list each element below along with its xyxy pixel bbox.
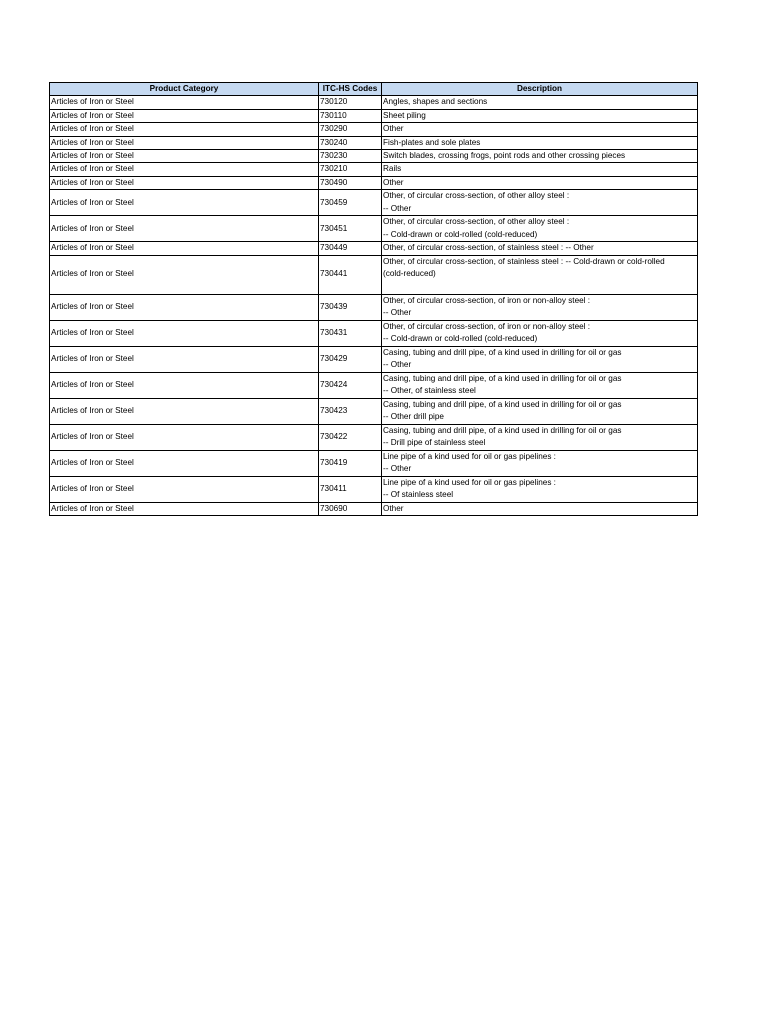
header-row bbox=[50, 83, 698, 96]
cell-description[interactable] bbox=[382, 255, 698, 294]
cell-code[interactable]: 730431 bbox=[319, 320, 382, 346]
hs-code-table bbox=[49, 82, 698, 516]
cell-category[interactable]: Articles of Iron or Steel bbox=[50, 163, 319, 176]
cell-category[interactable]: Articles of Iron or Steel bbox=[50, 109, 319, 122]
cell-code[interactable]: 730690 bbox=[319, 502, 382, 515]
cell-description[interactable] bbox=[382, 216, 698, 242]
cell-code[interactable]: 730230 bbox=[319, 150, 382, 163]
cell-description[interactable] bbox=[382, 398, 698, 424]
table-row bbox=[50, 346, 698, 372]
cell-description[interactable] bbox=[382, 136, 698, 149]
cell-code[interactable]: 730120 bbox=[319, 96, 382, 109]
cell-description[interactable] bbox=[382, 294, 698, 320]
cell-description[interactable] bbox=[382, 424, 698, 450]
cell-code[interactable]: 730459 bbox=[319, 190, 382, 216]
cell-code[interactable]: 730422 bbox=[319, 424, 382, 450]
table-row bbox=[50, 476, 698, 502]
cell-description[interactable] bbox=[382, 109, 698, 122]
description-line: Line pipe of a kind used for oil or gas pipelines : bbox=[383, 451, 556, 461]
description-line: Switch blades, crossing frogs, point rods and other crossing pieces bbox=[383, 151, 626, 161]
description-line: Other bbox=[383, 503, 404, 513]
cell-code[interactable]: 730441 bbox=[319, 255, 382, 294]
description-line: Casing, tubing and drill pipe, of a kind used in drilling for oil or gas bbox=[383, 373, 622, 383]
cell-code[interactable]: 730290 bbox=[319, 123, 382, 136]
cell-description[interactable] bbox=[382, 320, 698, 346]
description-line: Other, of circular cross-section, of other alloy steel : bbox=[383, 191, 570, 201]
description-line: Other bbox=[383, 177, 404, 187]
table-row bbox=[50, 242, 698, 255]
cell-category[interactable]: Articles of Iron or Steel bbox=[50, 476, 319, 502]
cell-description[interactable] bbox=[382, 450, 698, 476]
cell-category[interactable]: Articles of Iron or Steel bbox=[50, 216, 319, 242]
cell-code[interactable]: 730419 bbox=[319, 450, 382, 476]
description-line: Rails bbox=[383, 164, 402, 174]
description-subline: -- Other bbox=[383, 308, 412, 318]
description-subline: -- Other drill pipe bbox=[383, 412, 444, 422]
spreadsheet-page bbox=[49, 82, 697, 516]
description-subline: -- Other, of stainless steel bbox=[383, 386, 476, 396]
cell-code[interactable]: 730411 bbox=[319, 476, 382, 502]
description-line: Other, of circular cross-section, of stainless steel : -- Cold-drawn or cold-rolled bbox=[383, 256, 665, 266]
table-row bbox=[50, 216, 698, 242]
table-row bbox=[50, 502, 698, 515]
header-itc-hs-codes[interactable]: ITC-HS Codes bbox=[319, 83, 382, 96]
description-line: Angles, shapes and sections bbox=[383, 97, 488, 107]
cell-category[interactable]: Articles of Iron or Steel bbox=[50, 424, 319, 450]
cell-category[interactable]: Articles of Iron or Steel bbox=[50, 190, 319, 216]
description-subline: -- Other bbox=[383, 464, 412, 474]
cell-category[interactable]: Articles of Iron or Steel bbox=[50, 176, 319, 189]
table-row bbox=[50, 163, 698, 176]
cell-category[interactable]: Articles of Iron or Steel bbox=[50, 398, 319, 424]
cell-code[interactable]: 730449 bbox=[319, 242, 382, 255]
table-row bbox=[50, 294, 698, 320]
table-row bbox=[50, 255, 698, 294]
cell-code[interactable]: 730240 bbox=[319, 136, 382, 149]
description-line: Line pipe of a kind used for oil or gas pipelines : bbox=[383, 477, 556, 487]
table-row bbox=[50, 136, 698, 149]
table-row bbox=[50, 424, 698, 450]
table-row bbox=[50, 96, 698, 109]
description-subline: -- Other bbox=[383, 360, 412, 370]
cell-category[interactable]: Articles of Iron or Steel bbox=[50, 346, 319, 372]
cell-code[interactable]: 730429 bbox=[319, 346, 382, 372]
cell-code[interactable]: 730424 bbox=[319, 372, 382, 398]
description-line: Other, of circular cross-section, of iron or non-alloy steel : bbox=[383, 321, 591, 331]
cell-description[interactable] bbox=[382, 502, 698, 515]
table-row bbox=[50, 109, 698, 122]
cell-code[interactable]: 730439 bbox=[319, 294, 382, 320]
cell-category[interactable]: Articles of Iron or Steel bbox=[50, 502, 319, 515]
cell-category[interactable]: Articles of Iron or Steel bbox=[50, 242, 319, 255]
description-line: Casing, tubing and drill pipe, of a kind used in drilling for oil or gas bbox=[383, 399, 622, 409]
description-line: Other, of circular cross-section, of other alloy steel : bbox=[383, 217, 570, 227]
description-subline: -- Cold-drawn or cold-rolled (cold-reduced) bbox=[383, 229, 538, 239]
cell-category[interactable]: Articles of Iron or Steel bbox=[50, 255, 319, 294]
cell-description[interactable] bbox=[382, 242, 698, 255]
description-subline: -- Other bbox=[383, 203, 412, 213]
cell-category[interactable]: Articles of Iron or Steel bbox=[50, 136, 319, 149]
description-line: Other, of circular cross-section, of iron or non-alloy steel : bbox=[383, 295, 591, 305]
cell-description[interactable] bbox=[382, 123, 698, 136]
description-subline: -- Of stainless steel bbox=[383, 490, 454, 500]
cell-category[interactable]: Articles of Iron or Steel bbox=[50, 96, 319, 109]
cell-description[interactable] bbox=[382, 190, 698, 216]
cell-category[interactable]: Articles of Iron or Steel bbox=[50, 150, 319, 163]
cell-code[interactable]: 730210 bbox=[319, 163, 382, 176]
description-line: Other bbox=[383, 124, 404, 134]
table-row bbox=[50, 123, 698, 136]
table-row bbox=[50, 320, 698, 346]
description-line: Casing, tubing and drill pipe, of a kind used in drilling for oil or gas bbox=[383, 425, 622, 435]
description-subline: -- Drill pipe of stainless steel bbox=[383, 438, 486, 448]
description-line: Fish-plates and sole plates bbox=[383, 137, 481, 147]
cell-description[interactable] bbox=[382, 476, 698, 502]
cell-description[interactable] bbox=[382, 150, 698, 163]
cell-code[interactable]: 730451 bbox=[319, 216, 382, 242]
cell-description[interactable] bbox=[382, 346, 698, 372]
cell-code[interactable]: 730490 bbox=[319, 176, 382, 189]
cell-category[interactable]: Articles of Iron or Steel bbox=[50, 450, 319, 476]
description-subline: (cold-reduced) bbox=[383, 269, 436, 279]
description-line: Casing, tubing and drill pipe, of a kind used in drilling for oil or gas bbox=[383, 347, 622, 357]
table-row bbox=[50, 398, 698, 424]
cell-code[interactable]: 730423 bbox=[319, 398, 382, 424]
cell-code[interactable]: 730110 bbox=[319, 109, 382, 122]
table-row bbox=[50, 450, 698, 476]
cell-category[interactable]: Articles of Iron or Steel bbox=[50, 294, 319, 320]
cell-description[interactable] bbox=[382, 372, 698, 398]
cell-description[interactable] bbox=[382, 163, 698, 176]
cell-category[interactable]: Articles of Iron or Steel bbox=[50, 123, 319, 136]
description-line: Sheet piling bbox=[383, 110, 426, 120]
table-row bbox=[50, 372, 698, 398]
cell-description[interactable] bbox=[382, 96, 698, 109]
description-line: Other, of circular cross-section, of stainless steel : -- Other bbox=[383, 243, 594, 253]
description-subline: -- Cold-drawn or cold-rolled (cold-reduced) bbox=[383, 334, 538, 344]
cell-category[interactable]: Articles of Iron or Steel bbox=[50, 320, 319, 346]
table-row bbox=[50, 190, 698, 216]
table-row bbox=[50, 176, 698, 189]
header-description[interactable]: Description bbox=[382, 83, 698, 96]
header-product-category[interactable]: Product Category bbox=[50, 83, 319, 96]
cell-category[interactable]: Articles of Iron or Steel bbox=[50, 372, 319, 398]
table-row bbox=[50, 150, 698, 163]
cell-description[interactable] bbox=[382, 176, 698, 189]
